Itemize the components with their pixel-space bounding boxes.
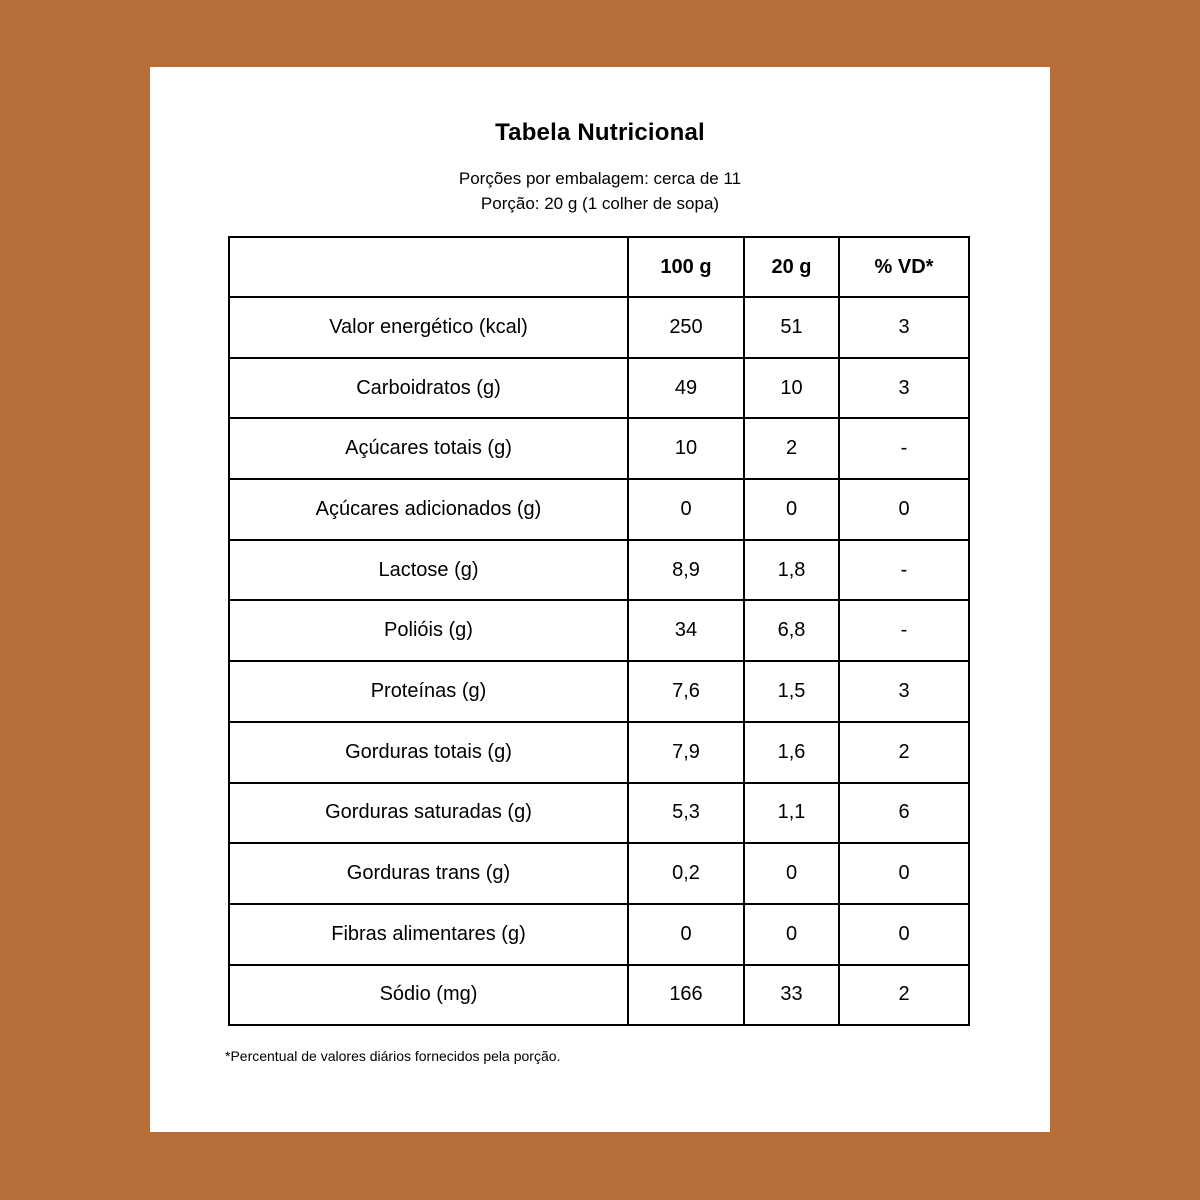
value-vd: 6	[839, 783, 969, 844]
row-label: Valor energético (kcal)	[229, 297, 628, 358]
nutrition-table	[228, 236, 970, 1026]
value-vd: 0	[839, 904, 969, 965]
table-row	[229, 843, 969, 904]
value-20g: 33	[744, 965, 839, 1026]
value-100g: 250	[628, 297, 744, 358]
value-20g: 0	[744, 843, 839, 904]
value-vd: 3	[839, 358, 969, 419]
value-vd: 3	[839, 661, 969, 722]
value-vd: -	[839, 540, 969, 601]
row-label: Carboidratos (g)	[229, 358, 628, 419]
value-20g: 0	[744, 479, 839, 540]
value-100g: 49	[628, 358, 744, 419]
row-label: Gorduras trans (g)	[229, 843, 628, 904]
table-row	[229, 358, 969, 419]
value-20g: 1,5	[744, 661, 839, 722]
value-vd: -	[839, 600, 969, 661]
column-header-vd: % VD*	[839, 237, 969, 297]
serving-size-line: Porção: 20 g (1 colher de sopa)	[480, 194, 720, 213]
servings-per-package-line: Porções por embalagem: cerca de 11	[458, 169, 742, 188]
column-header-100g: 100 g	[628, 237, 744, 297]
value-vd: 3	[839, 297, 969, 358]
value-20g: 2	[744, 418, 839, 479]
value-100g: 0	[628, 904, 744, 965]
value-20g: 51	[744, 297, 839, 358]
row-label: Polióis (g)	[229, 600, 628, 661]
table-row	[229, 661, 969, 722]
row-label: Proteínas (g)	[229, 661, 628, 722]
value-vd: 0	[839, 843, 969, 904]
table-row	[229, 904, 969, 965]
value-vd: 2	[839, 722, 969, 783]
row-label: Gorduras totais (g)	[229, 722, 628, 783]
value-20g: 1,1	[744, 783, 839, 844]
value-vd: 2	[839, 965, 969, 1026]
row-label: Sódio (mg)	[229, 965, 628, 1026]
page-title: Tabela Nutricional	[495, 119, 705, 146]
value-100g: 166	[628, 965, 744, 1026]
column-header-20g: 20 g	[744, 237, 839, 297]
value-20g: 0	[744, 904, 839, 965]
table-row	[229, 540, 969, 601]
row-label: Gorduras saturadas (g)	[229, 783, 628, 844]
row-label: Fibras alimentares (g)	[229, 904, 628, 965]
value-20g: 6,8	[744, 600, 839, 661]
value-100g: 0,2	[628, 843, 744, 904]
value-100g: 7,9	[628, 722, 744, 783]
row-label: Lactose (g)	[229, 540, 628, 601]
table-row	[229, 479, 969, 540]
row-label: Açúcares totais (g)	[229, 418, 628, 479]
value-20g: 10	[744, 358, 839, 419]
value-20g: 1,6	[744, 722, 839, 783]
table-row	[229, 722, 969, 783]
value-20g: 1,8	[744, 540, 839, 601]
value-100g: 7,6	[628, 661, 744, 722]
column-header-blank	[229, 237, 628, 297]
table-row	[229, 297, 969, 358]
table-row	[229, 783, 969, 844]
row-label: Açúcares adicionados (g)	[229, 479, 628, 540]
table-row	[229, 600, 969, 661]
value-100g: 34	[628, 600, 744, 661]
footnote: *Percentual de valores diários fornecidos pela porção.	[225, 1048, 561, 1065]
value-100g: 0	[628, 479, 744, 540]
table-row	[229, 418, 969, 479]
table-header-row	[229, 237, 969, 297]
label-card	[150, 67, 1050, 1132]
value-vd: 0	[839, 479, 969, 540]
table-row	[229, 965, 969, 1026]
value-100g: 8,9	[628, 540, 744, 601]
value-100g: 10	[628, 418, 744, 479]
value-100g: 5,3	[628, 783, 744, 844]
value-vd: -	[839, 418, 969, 479]
